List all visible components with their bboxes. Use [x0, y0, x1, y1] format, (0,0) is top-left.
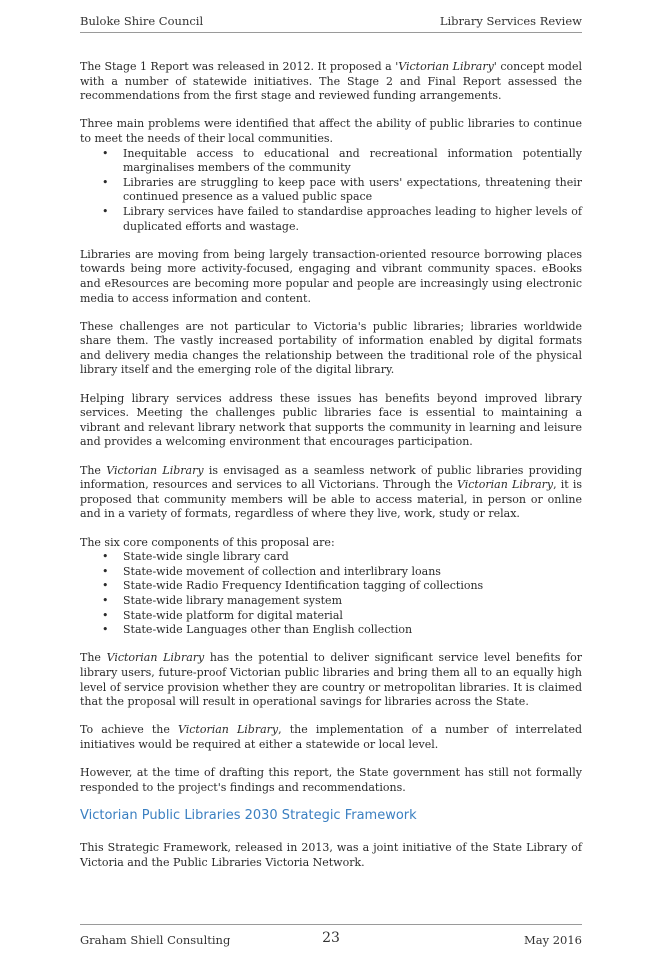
list-item: • State-wide library management system: [102, 593, 342, 607]
paragraph-benefits: Helping library services address these issues has benefits beyond improved library services. Meeting the challenges public libraries face is essential to maintaining a vibrant and relevant library network that supports the community in learning and leisure and provides a welcoming environment that encourages participation.: [80, 391, 582, 449]
list-item: • State-wide Radio Frequency Identification tagging of collections: [102, 579, 484, 593]
list-item: • State-wide platform for digital material: [102, 608, 343, 622]
page-body: [80, 60, 582, 884]
paragraph-government-response: However, at the time of drafting this report, the State government has still not formally responded to the project's findings and recommendations.: [80, 766, 582, 794]
problems-list: [80, 147, 582, 235]
list-item: • Inequitable access to educational and recreational information potentially marginalises members of the community: [102, 146, 582, 175]
list-item: • State-wide single library card: [102, 550, 289, 564]
header-organisation: Buloke Shire Council: [80, 14, 204, 28]
footer-author: Graham Shiell Consulting: [80, 933, 231, 947]
list-item: • Libraries are struggling to keep pace with users' expectations, threatening their continued presence as a valued public space: [102, 175, 582, 204]
header-document-title: Library Services Review: [439, 14, 582, 28]
page-footer: [80, 924, 582, 947]
list-item: • State-wide movement of collection and interlibrary loans: [102, 564, 441, 578]
paragraph-challenges: These challenges are not particular to Victoria's public libraries; libraries worldwide share them. The vastly increased portability of information enabled by digital formats and delivery media changes the relationship between the traditional role of the physical library itself and the emerging role of the digital library.: [80, 319, 582, 377]
paragraph-implementation: To achieve the Victorian Library, the implementation of a number of interrelated initiatives would be required at either a statewide or local level.: [80, 723, 582, 751]
paragraph-seamless-network: The Victorian Library is envisaged as a seamless network of public libraries providing information, resources and services to all Victorians. Through the Victorian Library, it is proposed that community members will be able to access material, in person or online and in a variety of formats, regardless of where they live, work, study or relax.: [80, 463, 582, 521]
paragraph-stage1: The Stage 1 Report was released in 2012. It proposed a 'Victorian Library' concept model with a number of statewide initiatives. The Stage 2 and Final Report assessed the recommendations from the first stage and reviewed funding arrangements.: [80, 60, 583, 103]
components-list: [80, 550, 582, 638]
section-heading: Victorian Public Libraries 2030 Strategic Framework: [80, 807, 417, 823]
list-item: • Library services have failed to standardise approaches leading to higher levels of duplicated efforts and wastage.: [102, 204, 582, 233]
footer-date: May 2016: [523, 933, 582, 947]
page-number: 23: [322, 930, 340, 946]
paragraph-potential: The Victorian Library has the potential to deliver significant service level benefits for library users, future-proof Victorian public libraries and bring them all to an equally high level of service provision whether they are country or metropolitan libraries. It is claimed that the proposal will result in operational savings for libraries across the State.: [80, 651, 582, 709]
paragraph-strategic-framework: This Strategic Framework, released in 2013, was a joint initiative of the State Library of Victoria and the Public Libraries Victoria Network.: [80, 841, 582, 870]
paragraph-activity-focused: Libraries are moving from being largely transaction-oriented resource borrowing places towards being more activity-focused, engaging and vibrant community spaces. eBooks and eResources are becoming more popular and people are increasingly using electronic media to access information and content.: [80, 247, 582, 305]
paragraph-problems-intro: Three main problems were identified that affect the ability of public libraries to continue to meet the needs of their local communities.: [80, 117, 582, 145]
list-item: • State-wide Languages other than English collection: [102, 623, 413, 637]
page-header: [80, 14, 582, 33]
paragraph-components-intro: The six core components of this proposal are:: [80, 535, 335, 549]
